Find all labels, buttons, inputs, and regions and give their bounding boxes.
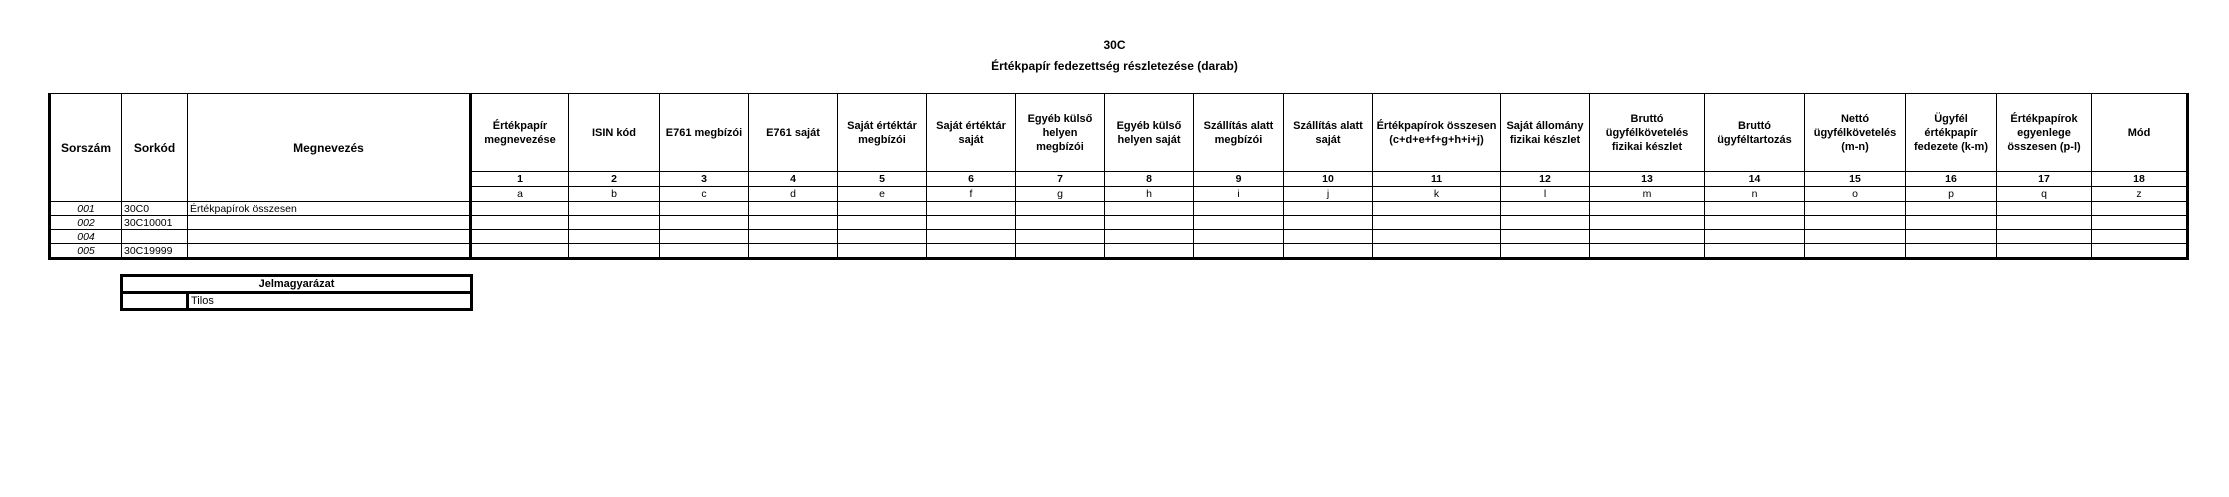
data-cell[interactable]: [1590, 202, 1705, 216]
data-cell[interactable]: [1105, 202, 1194, 216]
column-letter: d: [749, 187, 838, 202]
data-cell[interactable]: [1373, 216, 1501, 230]
data-cell[interactable]: [1284, 230, 1373, 244]
data-cell[interactable]: [1194, 230, 1284, 244]
data-cell[interactable]: [1501, 216, 1590, 230]
data-cell[interactable]: [1997, 244, 2092, 259]
column-header: Saját állomány fizikai készlet: [1501, 94, 1590, 172]
column-header: Egyéb külső helyen saját: [1105, 94, 1194, 172]
legend-swatch: [122, 293, 188, 310]
column-number: 6: [927, 172, 1016, 187]
legend-title: Jelmagyarázat: [122, 276, 472, 293]
data-cell[interactable]: [1997, 230, 2092, 244]
row-sorkod: 30C10001: [122, 216, 188, 230]
data-cell[interactable]: [927, 216, 1016, 230]
data-cell[interactable]: [660, 230, 749, 244]
row-sorszam: 004: [50, 230, 122, 244]
column-letter: h: [1105, 187, 1194, 202]
column-letter: z: [2092, 187, 2188, 202]
data-cell[interactable]: [749, 244, 838, 259]
report-title: Értékpapír fedezettség részletezése (darab): [991, 59, 1238, 73]
data-table: [48, 93, 2189, 260]
data-cell[interactable]: [1590, 216, 1705, 230]
column-header: Ügyfél értékpapír fedezete (k-m): [1906, 94, 1997, 172]
data-cell[interactable]: [1705, 244, 1805, 259]
data-cell[interactable]: [569, 230, 660, 244]
column-header: Bruttó ügyfélkövetelés fizikai készlet: [1590, 94, 1705, 172]
column-letter: a: [471, 187, 569, 202]
column-header: Értékpapír megnevezése: [471, 94, 569, 172]
data-cell[interactable]: [927, 244, 1016, 259]
data-cell[interactable]: [471, 202, 569, 216]
column-number: 9: [1194, 172, 1284, 187]
data-cell[interactable]: [569, 202, 660, 216]
column-header: Mód: [2092, 94, 2188, 172]
data-cell[interactable]: [660, 216, 749, 230]
data-cell[interactable]: [660, 202, 749, 216]
data-cell[interactable]: [1805, 216, 1906, 230]
data-cell[interactable]: [1906, 244, 1997, 259]
data-cell[interactable]: [1105, 244, 1194, 259]
column-number: 8: [1105, 172, 1194, 187]
column-number: 10: [1284, 172, 1373, 187]
data-cell[interactable]: [838, 244, 927, 259]
header-row: [50, 94, 2188, 172]
column-letter: b: [569, 187, 660, 202]
data-cell[interactable]: [1501, 230, 1590, 244]
data-cell[interactable]: [1805, 244, 1906, 259]
data-cell[interactable]: [1194, 202, 1284, 216]
data-cell[interactable]: [1016, 216, 1105, 230]
header-megnevezes: Megnevezés: [188, 94, 471, 202]
column-number: 13: [1590, 172, 1705, 187]
column-header: Értékpapírok egyenlege összesen (p-l): [1997, 94, 2092, 172]
table-row: [50, 244, 2188, 259]
column-number: 18: [2092, 172, 2188, 187]
data-cell[interactable]: [660, 244, 749, 259]
legend-item-tilos: Tilos: [188, 293, 472, 310]
data-cell[interactable]: [1373, 244, 1501, 259]
table-row: [50, 216, 2188, 230]
row-sorkod: 30C19999: [122, 244, 188, 259]
column-header: E761 saját: [749, 94, 838, 172]
column-number: 3: [660, 172, 749, 187]
data-cell[interactable]: [1016, 230, 1105, 244]
data-cell[interactable]: [1284, 244, 1373, 259]
column-number: 11: [1373, 172, 1501, 187]
column-header: ISIN kód: [569, 94, 660, 172]
data-cell[interactable]: [1016, 202, 1105, 216]
column-number: 7: [1016, 172, 1105, 187]
column-header: Egyéb külső helyen megbízói: [1016, 94, 1105, 172]
column-number: 14: [1705, 172, 1805, 187]
column-header: Szállítás alatt saját: [1284, 94, 1373, 172]
data-cell[interactable]: [1105, 230, 1194, 244]
data-cell[interactable]: [1906, 202, 1997, 216]
data-cell[interactable]: [838, 230, 927, 244]
row-sorkod: 30C0: [122, 202, 188, 216]
column-header: Szállítás alatt megbízói: [1194, 94, 1284, 172]
row-sorszam: 001: [50, 202, 122, 216]
column-header: Értékpapírok összesen (c+d+e+f+g+h+i+j): [1373, 94, 1501, 172]
column-letter: c: [660, 187, 749, 202]
column-letter: i: [1194, 187, 1284, 202]
data-cell[interactable]: [569, 244, 660, 259]
row-megnevezes: [188, 216, 471, 230]
column-header: E761 megbízói: [660, 94, 749, 172]
column-letter: g: [1016, 187, 1105, 202]
data-cell[interactable]: [1105, 216, 1194, 230]
data-cell[interactable]: [1501, 202, 1590, 216]
data-cell[interactable]: [471, 216, 569, 230]
data-cell[interactable]: [1805, 202, 1906, 216]
data-cell[interactable]: [1284, 202, 1373, 216]
data-cell[interactable]: [1194, 244, 1284, 259]
column-number: 1: [471, 172, 569, 187]
data-cell[interactable]: [2092, 202, 2188, 216]
column-number: 17: [1997, 172, 2092, 187]
header-sorszam: Sorszám: [50, 94, 122, 202]
column-letter: l: [1501, 187, 1590, 202]
data-cell[interactable]: [749, 202, 838, 216]
data-cell[interactable]: [1590, 244, 1705, 259]
row-megnevezes: [188, 230, 471, 244]
table-row: [50, 230, 2188, 244]
data-cell[interactable]: [1373, 230, 1501, 244]
data-cell[interactable]: [1373, 202, 1501, 216]
row-sorkod: [122, 230, 188, 244]
data-cell[interactable]: [1705, 216, 1805, 230]
column-header: Saját értéktár saját: [927, 94, 1016, 172]
column-header: Saját értéktár megbízói: [838, 94, 927, 172]
column-number: 2: [569, 172, 660, 187]
report-code: 30C: [1103, 38, 1126, 52]
data-cell[interactable]: [1501, 244, 1590, 259]
column-number: 16: [1906, 172, 1997, 187]
data-cell[interactable]: [1590, 230, 1705, 244]
data-cell[interactable]: [471, 244, 569, 259]
data-cell[interactable]: [569, 216, 660, 230]
data-cell[interactable]: [927, 230, 1016, 244]
table-row: [50, 202, 2188, 216]
data-cell[interactable]: [1906, 216, 1997, 230]
legend-table: [120, 274, 473, 311]
column-header: Bruttó ügyféltartozás: [1705, 94, 1805, 172]
data-cell[interactable]: [1805, 230, 1906, 244]
data-cell[interactable]: [1705, 202, 1805, 216]
column-number: 12: [1501, 172, 1590, 187]
data-cell[interactable]: [471, 230, 569, 244]
column-letter: o: [1805, 187, 1906, 202]
column-letter: f: [927, 187, 1016, 202]
column-number: 5: [838, 172, 927, 187]
data-cell[interactable]: [1997, 202, 2092, 216]
data-cell[interactable]: [838, 202, 927, 216]
data-cell[interactable]: [1997, 216, 2092, 230]
data-cell[interactable]: [838, 216, 927, 230]
data-cell[interactable]: [1194, 216, 1284, 230]
column-number: 4: [749, 172, 838, 187]
data-cell[interactable]: [1016, 244, 1105, 259]
data-cell[interactable]: [1705, 230, 1805, 244]
column-letter: m: [1590, 187, 1705, 202]
data-cell[interactable]: [749, 216, 838, 230]
column-header: Nettó ügyfélkövetelés (m-n): [1805, 94, 1906, 172]
column-letter: j: [1284, 187, 1373, 202]
data-cell[interactable]: [1284, 216, 1373, 230]
data-cell[interactable]: [749, 230, 838, 244]
column-letter: k: [1373, 187, 1501, 202]
row-megnevezes: [188, 244, 471, 259]
data-cell[interactable]: [2092, 216, 2188, 230]
column-letter: p: [1906, 187, 1997, 202]
data-cell[interactable]: [2092, 244, 2188, 259]
header-sorkod: Sorkód: [122, 94, 188, 202]
column-letter: q: [1997, 187, 2092, 202]
data-cell[interactable]: [2092, 230, 2188, 244]
data-cell[interactable]: [927, 202, 1016, 216]
column-letter: n: [1705, 187, 1805, 202]
row-megnevezes: Értékpapírok összesen: [188, 202, 471, 216]
column-number: 15: [1805, 172, 1906, 187]
column-letter: e: [838, 187, 927, 202]
row-sorszam: 005: [50, 244, 122, 259]
data-cell[interactable]: [1906, 230, 1997, 244]
row-sorszam: 002: [50, 216, 122, 230]
